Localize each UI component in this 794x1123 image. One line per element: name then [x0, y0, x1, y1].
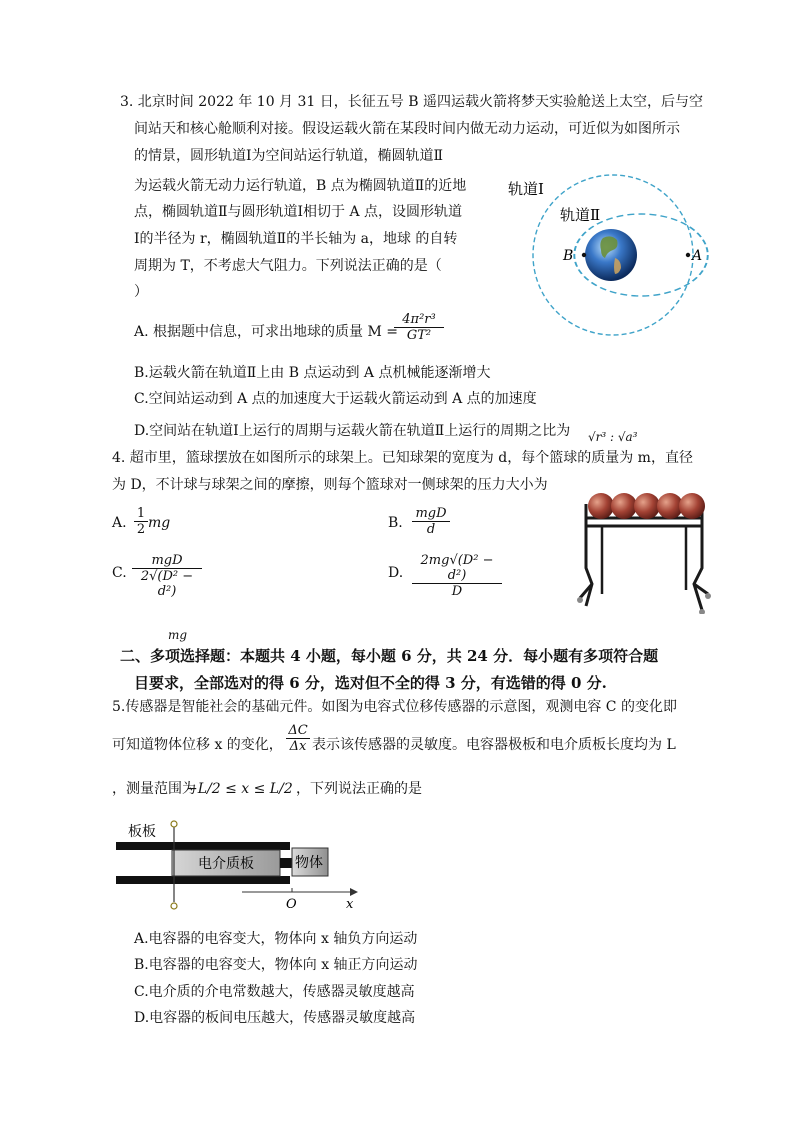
rack-right-leg	[694, 504, 702, 610]
q3-line4: 为运载火箭无动力运行轨道，B 点为椭圆轨道Ⅱ的近地	[134, 178, 467, 194]
section2-line1: 二、多项选择题：本题共 4 小题，每小题 6 分，共 24 分．每小题有多项符合题	[120, 647, 659, 665]
q5-option-c: C.电介质的介电常数越大，传感器灵敏度越高	[134, 984, 415, 1000]
basketball-icon	[611, 493, 637, 519]
q3-line5: 点，椭圆轨道Ⅱ与圆形轨道Ⅰ相切于 A 点，设圆形轨道	[134, 204, 463, 220]
label-orbit-II: 轨道Ⅱ	[560, 206, 601, 224]
capacitive-sensor-diagram	[112, 818, 362, 914]
q4-option-d-fraction	[412, 553, 502, 599]
label-orbit-I: 轨道Ⅰ	[508, 180, 544, 198]
q3-line3: 的情景，圆形轨道Ⅰ为空间站运行轨道，椭圆轨道Ⅱ	[134, 148, 444, 164]
q3-option-d-text: D.空间站在轨道Ⅰ上运行的周期与运载火箭在轨道Ⅱ上运行的周期之比为	[134, 423, 571, 439]
q4-option-b-num: mgD	[412, 506, 450, 522]
q5-line2a: 可知道物体位移 x 的变化，	[112, 737, 283, 753]
q3-option-a-text: A. 根据题中信息，可求出地球的质量 M =	[134, 324, 398, 340]
q4-option-c-fraction	[132, 553, 202, 599]
lower-plate	[116, 876, 290, 884]
q4-option-c-num: mgD	[132, 553, 202, 569]
ball-rack-figure	[574, 486, 714, 614]
origin-label: O	[286, 897, 297, 912]
point-A-marker	[686, 253, 690, 257]
basketball-icon	[679, 493, 705, 519]
q4-option-d-label: D.	[388, 565, 404, 581]
terminal-bottom	[171, 903, 177, 909]
q4-option-a-tail: mg	[148, 515, 171, 531]
q4-option-a-label: A.	[112, 515, 127, 531]
q5-line3b: ，下列说法正确的是	[296, 781, 422, 797]
q5-option-b: B.电容器的电容变大，物体向 x 轴正方向运动	[134, 957, 418, 973]
rack-inner-legs	[602, 526, 686, 594]
section2-line2: 目要求，全部选对的得 6 分，选对但不全的得 3 分，有选错的得 0 分.	[134, 674, 607, 692]
q5-line3a: ，测量范围为	[112, 781, 196, 797]
rack-wheel	[577, 597, 583, 603]
plate-label: 板板	[128, 824, 156, 840]
q4-option-d-den: D	[451, 584, 463, 599]
q3-option-a-den: GT²	[406, 328, 432, 343]
q4-option-a-num: 1	[134, 506, 148, 522]
dielectric-label: 电介质板	[198, 856, 254, 872]
upper-plate	[116, 842, 290, 850]
terminal-top	[171, 821, 177, 827]
q4-line1: 4. 超市里，篮球摆放在如图所示的球架上。已知球架的宽度为 d，每个篮球的质量为 m，直径	[112, 450, 693, 466]
q4-stray-mg: mg	[168, 628, 188, 642]
axis-label: x	[346, 897, 354, 912]
q3-option-b: B.运载火箭在轨道Ⅱ上由 B 点运动到 A 点机械能逐渐增大	[134, 365, 491, 381]
label-A: A	[692, 248, 703, 264]
connecting-rod	[280, 858, 292, 868]
q5-line1: 5.传感器是智能社会的基础元件。如图为电容式位移传感器的示意图，观测电容 C 的变化即	[112, 699, 677, 715]
label-B: B	[563, 248, 574, 264]
rack-wheel	[699, 609, 705, 614]
q4-option-a-den: 2	[136, 522, 146, 537]
rack-feet	[580, 584, 708, 598]
q3-line1: 3. 北京时间 2022 年 10 月 31 日，长征五号 B 遥四运载火箭将梦天实验舱送上太空，后与空	[120, 94, 703, 110]
q3-option-a-num: 4π²r³	[394, 312, 444, 328]
rack-rails	[586, 518, 702, 526]
q4-line2: 为 D，不计球与球架之间的摩擦，则每个篮球对一侧球架的压力大小为	[112, 477, 548, 493]
point-B-marker	[582, 253, 586, 257]
basketball-icon	[634, 493, 660, 519]
q3-option-c: C.空间站运动到 A 点的加速度大于运载火箭运动到 A 点的加速度	[134, 391, 537, 407]
q5-line2b: 表示该传感器的灵敏度。电容器极板和电介质板长度均为 L	[312, 737, 676, 753]
q3-line7: 周期为 T，不考虑大气阻力。下列说法正确的是（	[134, 258, 442, 274]
q5-range: −L/2 ≤ x ≤ L/2	[186, 781, 293, 797]
q3-option-a-fraction	[394, 312, 444, 343]
q5-option-d: D.电容器的板间电压越大，传感器灵敏度越高	[134, 1010, 416, 1026]
basketball-icon	[588, 493, 614, 519]
orbit-diagram	[505, 170, 715, 345]
q3-line8: ）	[134, 284, 148, 300]
object-label: 物体	[295, 855, 323, 871]
q5-frac-num: ΔC	[286, 723, 310, 739]
q5-sensitivity-fraction	[286, 723, 310, 754]
q4-option-a-fraction	[134, 506, 148, 537]
q4-option-c-den: 2√(D² − d²)	[140, 569, 194, 599]
q5-option-a: A.电容器的电容变大，物体向 x 轴负方向运动	[134, 931, 418, 947]
q3-option-d-formula: √r³ : √a³	[588, 430, 638, 444]
q4-option-c-label: C.	[112, 565, 127, 581]
q4-option-b-den: d	[426, 522, 436, 537]
q3-line6: Ⅰ的半径为 r，椭圆轨道Ⅱ的半长轴为 a，地球 的自转	[134, 231, 458, 247]
rack-wheel	[705, 593, 711, 599]
q5-frac-den: Δx	[289, 739, 307, 754]
q4-option-b-fraction	[412, 506, 450, 537]
q4-option-b-label: B.	[388, 515, 403, 531]
x-axis-arrow	[350, 888, 358, 896]
q4-option-d-num: 2mg√(D² − d²)	[412, 553, 502, 584]
q3-line2: 间站天和核心舱顺利对接。假设运载火箭在某段时间内做无动力运动，可近似为如图所示	[134, 121, 680, 137]
